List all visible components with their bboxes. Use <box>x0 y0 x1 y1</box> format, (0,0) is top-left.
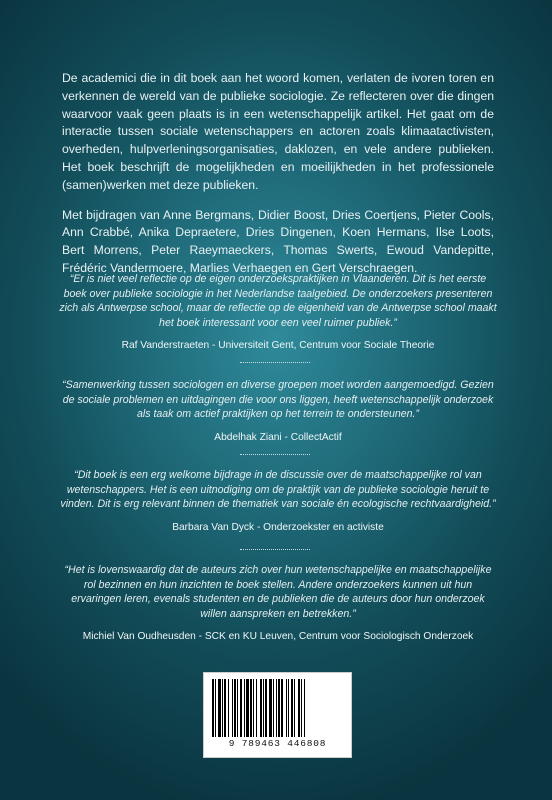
intro-paragraph: De academici die in dit boek aan het woord komen, verlaten de ivoren toren en verkennen de wereld van de publieke sociologie. Ze reflecteren over die dingen waarvoor vaak geen plaats is in een wetenschappelijk artikel. Het gaat om de interactie tussen sociale wetenschappers en actoren zoals klimaatactivisten, overheden, hulpverleningsorganisaties, daklozen, en vele andere publieken. Het boek beschrijft de mogelijkheden en moeilijkheden in het professionele (samen)werken met deze publieken. <box>62 71 494 192</box>
barcode-bars <box>212 679 343 737</box>
endorsement-2 <box>58 378 498 443</box>
endorsement-3 <box>58 468 498 533</box>
endorsement-quote: “Het is lovenswaardig dat de auteurs zich over hun wetenschappelijke en maatschappelijke rol bezinnen en hun inzichten te boek stellen. Andere onderzoekers kunnen uit hun ervaringen leren, evenals studenten en de publieken die de auteurs door hun onderzoek willen aanspreken en betrekken.” <box>64 564 492 620</box>
contributors-paragraph: Met bijdragen van Anne Bergmans, Didier Boost, Dries Coertjens, Pieter Cools, Ann Crabbé, Anika Depraetere, Dries Dingenen, Koen Hermans, Ilse Loots, Bert Morrens, Peter Raeymaeckers, Thomas Swerts, Ewoud Vandepitte, Frédéric Vandermoere, Marlies Verhaegen en Gert Verschraegen. <box>62 207 494 275</box>
endorsement-author: Michiel Van Oudheusden - SCK en KU Leuven, Centrum voor Sociologisch Onderzoek <box>82 631 474 642</box>
divider <box>240 362 310 363</box>
endorsement-1 <box>58 272 498 351</box>
isbn-barcode <box>203 672 352 758</box>
endorsement-author: Barbara Van Dyck - Onderzoekster en activiste <box>172 521 384 533</box>
endorsement-quote: “Samenwerking tussen sociologen en diverse groepen moet worden aangemoedigd. Gezien de sociale problemen en uitdagingen die voor ons liggen, heeft wetenschappelijk onderzoek als taak om actief praktijken op het terrein te ondersteunen.” <box>62 379 494 420</box>
divider <box>240 454 310 455</box>
endorsement-author: Raf Vanderstraeten - Universiteit Gent, Centrum voor Sociale Theorie <box>121 340 435 351</box>
endorsement-author: Abdelhak Ziani - CollectActif <box>214 431 342 443</box>
endorsement-4 <box>58 563 498 642</box>
isbn-number: 9 789463 446808 <box>228 738 327 749</box>
endorsement-quote: “Dit boek is een erg welkome bijdrage in de discussie over de maatschappelijke rol van wetenschappers. Het is een uitnodiging om de praktijk van de publieke sociologie heruit te vinden. Dit is erg relevant binnen de thematiek van sociale én ecologische rechtvaardigheid.” <box>60 469 496 510</box>
divider <box>240 549 310 550</box>
endorsement-quote: “Er is niet veel reflectie op de eigen onderzoekspraktijken in Vlaanderen. Dit is het eerste boek over publieke sociologie in het Nederlandse taalgebied. De onderzoekers presenteren zich als Antwerpse school, maar de reflectie op de eigenheid van de Antwerpse school maakt het boek interessant voor een veel ruimer publiek.” <box>59 273 497 329</box>
back-cover-text <box>62 70 494 278</box>
